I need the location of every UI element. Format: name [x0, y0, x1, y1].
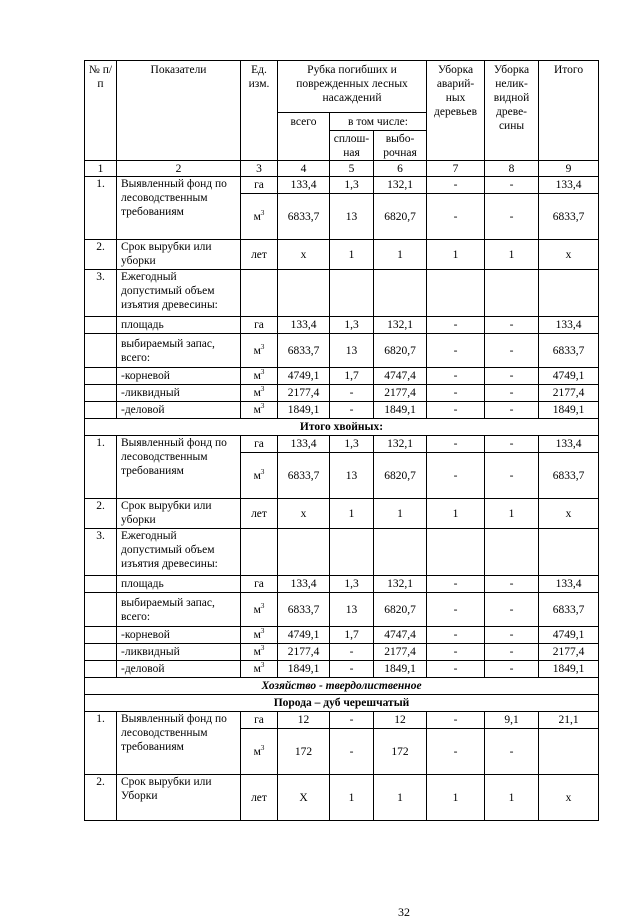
unit-cell [241, 194, 278, 240]
row-label: -ликвидный [117, 644, 241, 661]
value-cell: 1 [427, 775, 485, 821]
value-cell: 1 [330, 499, 374, 529]
unit-superscript: 3 [260, 601, 265, 610]
table-row [85, 661, 599, 678]
row-label: -корневой [117, 368, 241, 385]
table-row [85, 177, 599, 194]
unit-cell [241, 368, 278, 385]
unit-superscript: 3 [260, 342, 265, 351]
value-cell: 4749,1 [539, 368, 599, 385]
row-num: 3. [85, 529, 117, 576]
value-cell: 1849,1 [278, 661, 330, 678]
value-cell: 6833,7 [278, 453, 330, 499]
value-cell: Х [278, 775, 330, 821]
unit-text: га [254, 319, 264, 331]
unit-text: лет [251, 248, 267, 261]
empty-cell [539, 270, 599, 317]
value-cell: - [427, 317, 485, 334]
value-cell: 1849,1 [374, 661, 427, 678]
row-num: 2. [85, 499, 117, 529]
unit-text: м [253, 344, 261, 357]
value-cell: - [330, 729, 374, 775]
unit-cell [241, 402, 278, 419]
value-cell: 133,4 [539, 317, 599, 334]
value-cell: 172 [278, 729, 330, 775]
value-cell: - [427, 334, 485, 368]
unit-cell [241, 177, 278, 194]
empty-cell [374, 270, 427, 317]
unit-cell [241, 644, 278, 661]
value-cell: 132,1 [374, 576, 427, 593]
value-cell: - [427, 627, 485, 644]
value-cell: 133,4 [278, 177, 330, 194]
empty-cell [278, 529, 330, 576]
value-cell: - [330, 385, 374, 402]
value-cell: - [485, 453, 539, 499]
value-cell: - [427, 576, 485, 593]
header-emergency: Уборка аварий-ных деревьев [427, 61, 485, 161]
value-cell: 6820,7 [374, 334, 427, 368]
value-cell: - [427, 593, 485, 627]
value-cell: - [485, 627, 539, 644]
value-cell: 1,7 [330, 368, 374, 385]
unit-text: м [253, 387, 261, 399]
unit-superscript: 3 [260, 368, 265, 377]
value-cell: - [330, 644, 374, 661]
value-cell: 6833,7 [278, 593, 330, 627]
value-cell: - [485, 177, 539, 194]
unit-superscript: 3 [260, 661, 265, 670]
empty-cell [241, 529, 278, 576]
value-cell: 12 [278, 712, 330, 729]
row-num: 1. [85, 177, 117, 240]
value-cell: 2177,4 [374, 385, 427, 402]
row-label: Выявленный фонд по лесоводственным требованиям [117, 177, 241, 240]
table-row [85, 385, 599, 402]
empty-num-cell [85, 644, 117, 661]
value-cell: 13 [330, 194, 374, 240]
table-row [85, 317, 599, 334]
header-select: выбо-рочная [374, 131, 427, 161]
value-cell: х [539, 499, 599, 529]
value-cell: - [427, 644, 485, 661]
row-label: Срок вырубки или уборки [117, 240, 241, 270]
empty-num-cell [85, 402, 117, 419]
value-cell: - [427, 661, 485, 678]
empty-cell [427, 270, 485, 317]
colnum-8: 8 [485, 161, 539, 177]
row-label: выбираемый запас, всего: [117, 593, 241, 627]
empty-cell [485, 270, 539, 317]
value-cell: - [485, 334, 539, 368]
unit-text: м [253, 404, 261, 416]
unit-text: м [253, 603, 261, 616]
value-cell: 6833,7 [278, 194, 330, 240]
header-incl: в том числе: [330, 113, 427, 131]
value-cell: - [485, 644, 539, 661]
table-row [85, 529, 599, 576]
table-row [85, 775, 599, 821]
value-cell: 2177,4 [278, 644, 330, 661]
table-row [85, 644, 599, 661]
value-cell: - [485, 436, 539, 453]
empty-cell [278, 270, 330, 317]
table-row [85, 270, 599, 317]
unit-superscript: 3 [260, 644, 265, 653]
value-cell: - [485, 593, 539, 627]
value-cell: 1,7 [330, 627, 374, 644]
value-cell: - [427, 729, 485, 775]
unit-text: га [254, 438, 264, 450]
value-cell: 132,1 [374, 317, 427, 334]
table-row [85, 499, 599, 529]
unit-text: га [254, 578, 264, 590]
empty-num-cell [85, 334, 117, 368]
row-label: Срок вырубки или Уборки [117, 775, 241, 821]
value-cell: х [539, 775, 599, 821]
unit-superscript: 3 [260, 467, 265, 476]
empty-cell [539, 529, 599, 576]
value-cell: 133,4 [539, 436, 599, 453]
value-cell: 4749,1 [539, 627, 599, 644]
unit-text: м [253, 469, 261, 482]
value-cell: - [427, 436, 485, 453]
value-cell: 2177,4 [539, 385, 599, 402]
value-cell: 6833,7 [539, 453, 599, 499]
value-cell: - [427, 453, 485, 499]
row-label: Срок вырубки или уборки [117, 499, 241, 529]
value-cell: 21,1 [539, 712, 599, 729]
empty-num-cell [85, 576, 117, 593]
unit-cell [241, 385, 278, 402]
unit-cell [241, 436, 278, 453]
value-cell: 1,3 [330, 436, 374, 453]
section-title: Хозяйство - твердолиственное [85, 678, 599, 695]
value-cell: - [330, 402, 374, 419]
unit-superscript: 3 [260, 627, 265, 636]
header-unit: Ед. изм. [241, 61, 278, 161]
value-cell: - [427, 385, 485, 402]
header-indicator: Показатели [117, 61, 241, 161]
header-sum: Итого [539, 61, 599, 161]
empty-cell [427, 529, 485, 576]
value-cell: 2177,4 [539, 644, 599, 661]
unit-text: м [253, 745, 261, 758]
value-cell: 1 [374, 499, 427, 529]
row-num: 1. [85, 712, 117, 775]
value-cell: 1 [485, 775, 539, 821]
value-cell: 6833,7 [278, 334, 330, 368]
header-clear: сплош-ная [330, 131, 374, 161]
row-num: 2. [85, 240, 117, 270]
empty-num-cell [85, 627, 117, 644]
unit-cell [241, 576, 278, 593]
value-cell: 13 [330, 334, 374, 368]
row-label: выбираемый запас, всего: [117, 334, 241, 368]
unit-text: лет [251, 791, 267, 804]
empty-cell [485, 529, 539, 576]
empty-cell [374, 529, 427, 576]
value-cell: х [539, 240, 599, 270]
table-row [85, 678, 599, 695]
value-cell: 4747,4 [374, 368, 427, 385]
unit-text: м [253, 370, 261, 382]
row-label: Выявленный фонд по лесоводственным требованиям [117, 712, 241, 775]
empty-cell [330, 270, 374, 317]
table-row [85, 436, 599, 453]
unit-superscript: 3 [260, 743, 265, 752]
unit-cell [241, 775, 278, 821]
unit-cell [241, 317, 278, 334]
value-cell: - [485, 368, 539, 385]
row-label: площадь [117, 576, 241, 593]
row-num: 3. [85, 270, 117, 317]
value-cell: - [427, 194, 485, 240]
empty-num-cell [85, 317, 117, 334]
value-cell: 4747,4 [374, 627, 427, 644]
colnum-9: 9 [539, 161, 599, 177]
unit-text: м [253, 210, 261, 223]
row-label: Ежегодный допустимый объем изъятия древесины: [117, 529, 241, 576]
value-cell: - [485, 402, 539, 419]
value-cell: х [278, 240, 330, 270]
row-label: площадь [117, 317, 241, 334]
value-cell: 133,4 [278, 436, 330, 453]
section-title: Итого хвойных: [85, 419, 599, 436]
unit-text: м [253, 646, 261, 658]
value-cell: - [427, 402, 485, 419]
row-label: Выявленный фонд по лесоводственным требованиям [117, 436, 241, 499]
section-title: Порода – дуб черешчатый [85, 695, 599, 712]
colnum-7: 7 [427, 161, 485, 177]
empty-num-cell [85, 593, 117, 627]
unit-cell [241, 240, 278, 270]
value-cell: - [485, 729, 539, 775]
value-cell: 9,1 [485, 712, 539, 729]
value-cell: 13 [330, 453, 374, 499]
table-row [85, 627, 599, 644]
value-cell: 6833,7 [539, 334, 599, 368]
value-cell: - [427, 712, 485, 729]
value-cell: 132,1 [374, 436, 427, 453]
value-cell: 1,3 [330, 576, 374, 593]
value-cell: 13 [330, 593, 374, 627]
value-cell: 1 [427, 499, 485, 529]
value-cell: - [485, 317, 539, 334]
row-label: -ликвидный [117, 385, 241, 402]
empty-num-cell [85, 661, 117, 678]
value-cell: 4749,1 [278, 368, 330, 385]
table-row [85, 419, 599, 436]
header-illiquid: Уборка нелик-видной древе-сины [485, 61, 539, 161]
row-label: -корневой [117, 627, 241, 644]
value-cell: 2177,4 [374, 644, 427, 661]
row-label: -деловой [117, 661, 241, 678]
unit-cell [241, 729, 278, 775]
unit-text: м [253, 629, 261, 641]
value-cell: 133,4 [278, 576, 330, 593]
unit-text: м [253, 663, 261, 675]
row-label: Ежегодный допустимый объем изъятия древесины: [117, 270, 241, 317]
unit-superscript: 3 [260, 402, 265, 411]
header-felling: Рубка погибших и поврежденных лесных насаждений [278, 61, 427, 113]
unit-cell [241, 712, 278, 729]
unit-text: га [254, 714, 264, 726]
value-cell: 1 [427, 240, 485, 270]
colnum-6: 6 [374, 161, 427, 177]
value-cell: - [485, 576, 539, 593]
value-cell: 172 [374, 729, 427, 775]
unit-text: лет [251, 507, 267, 520]
page-number: 32 [398, 905, 410, 919]
value-cell: 1849,1 [539, 402, 599, 419]
value-cell: - [330, 661, 374, 678]
value-cell: - [485, 194, 539, 240]
value-cell: 1 [485, 499, 539, 529]
value-cell: 6820,7 [374, 453, 427, 499]
value-cell: 133,4 [539, 576, 599, 593]
value-cell: 6833,7 [539, 194, 599, 240]
value-cell: 6820,7 [374, 593, 427, 627]
table-row [85, 240, 599, 270]
value-cell: 1 [374, 240, 427, 270]
value-cell: - [330, 712, 374, 729]
value-cell: - [427, 368, 485, 385]
document-page [84, 60, 598, 919]
unit-cell [241, 627, 278, 644]
colnum-4: 4 [278, 161, 330, 177]
value-cell: 2177,4 [278, 385, 330, 402]
value-cell: 6820,7 [374, 194, 427, 240]
value-cell: 132,1 [374, 177, 427, 194]
value-cell: 1849,1 [278, 402, 330, 419]
colnum-2: 2 [117, 161, 241, 177]
table-row [85, 334, 599, 368]
value-cell: - [485, 385, 539, 402]
empty-cell [241, 270, 278, 317]
table-row [85, 712, 599, 729]
row-num: 2. [85, 775, 117, 821]
unit-cell [241, 661, 278, 678]
value-cell: 1 [485, 240, 539, 270]
empty-cell [330, 529, 374, 576]
value-cell: х [278, 499, 330, 529]
colnum-1: 1 [85, 161, 117, 177]
value-cell: 1 [330, 240, 374, 270]
value-cell: - [485, 661, 539, 678]
value-cell [539, 729, 599, 775]
value-cell: 1,3 [330, 317, 374, 334]
felling-table [84, 60, 599, 821]
colnum-3: 3 [241, 161, 278, 177]
value-cell: 4749,1 [278, 627, 330, 644]
empty-num-cell [85, 368, 117, 385]
table-row [85, 402, 599, 419]
value-cell: 1849,1 [374, 402, 427, 419]
unit-cell [241, 453, 278, 499]
value-cell: 1,3 [330, 177, 374, 194]
colnum-5: 5 [330, 161, 374, 177]
unit-superscript: 3 [260, 385, 265, 394]
table-row [85, 576, 599, 593]
unit-cell [241, 499, 278, 529]
value-cell: - [427, 177, 485, 194]
table-row [85, 695, 599, 712]
value-cell: 12 [374, 712, 427, 729]
value-cell: 133,4 [539, 177, 599, 194]
row-label: -деловой [117, 402, 241, 419]
table-row [85, 593, 599, 627]
unit-cell [241, 334, 278, 368]
header-total-all: всего [278, 113, 330, 161]
table-row [85, 368, 599, 385]
value-cell: 6833,7 [539, 593, 599, 627]
value-cell: 133,4 [278, 317, 330, 334]
value-cell: 1849,1 [539, 661, 599, 678]
header-num: № п/п [85, 61, 117, 161]
unit-text: га [254, 179, 264, 191]
unit-cell [241, 593, 278, 627]
row-num: 1. [85, 436, 117, 499]
value-cell: 1 [330, 775, 374, 821]
empty-num-cell [85, 385, 117, 402]
unit-superscript: 3 [260, 208, 265, 217]
value-cell: 1 [374, 775, 427, 821]
